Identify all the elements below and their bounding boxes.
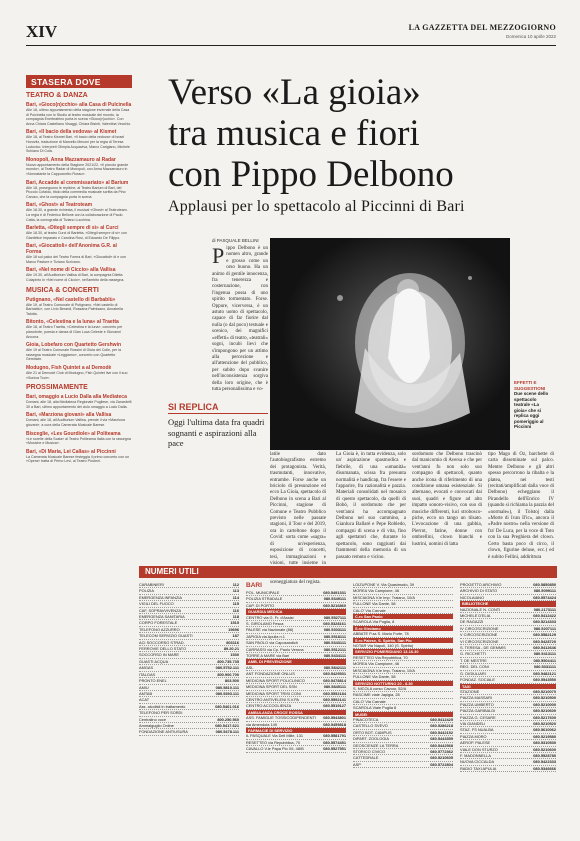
issue-date: Domenica 10 aprile 2022	[505, 34, 556, 39]
entry-label: EMERGENZA INFANZIA	[139, 594, 183, 600]
headline-line: con Pippo Delbono	[168, 154, 454, 195]
table-subheading: FARMACIE DI SERVIZIO	[246, 728, 346, 733]
table-row	[353, 762, 453, 768]
listing-title: Bari, «Giocattoli» dell'Anonima G.R. al Forma	[26, 243, 117, 256]
entry-label: CENTRO ANTIVELENI S.V.PA	[246, 696, 299, 702]
listing-title: Bisceglie, «Les Gourdiole» al Politeama	[26, 430, 121, 437]
entry-number: 080.5207111	[533, 625, 556, 631]
listing-text: Alle 18, al Teatro Kismet Bari, «Il bacio della vedova» di Israel Horovitz, traduzione di Marcello Meconi per la regia di Teresa Ludovico. Interpreti Olimpia Acquaviva, Marco Carigiano, Michele Schiano Di Cola.	[26, 135, 130, 154]
section-heading-upcoming: PROSSIMAMENTE	[26, 384, 88, 392]
table-subheading: AMB. DI PREVENZIONE	[246, 659, 346, 664]
entry-label: LOIZUPONE V. Via Quasimodo, 39	[353, 582, 414, 587]
entry-label: ABBATE P.za S. Mario Forte, 78	[353, 631, 409, 637]
page-number: XIV	[26, 22, 58, 41]
entry-number: 080.5412425	[430, 716, 453, 722]
entry-label: G. DIGIULIARI	[460, 670, 486, 676]
entry-number: 080.5482121	[533, 670, 556, 676]
entry-number: 080.5219580	[533, 733, 556, 739]
listing-text: Alle 18.30, a grande richiesta, il musical «Ghost» al Teatroteam. La regia è di Federico Bellone con la collaborazione di Paolo Catta, la coreografia di Tiziano Lucchina.	[26, 208, 128, 222]
entry-label: DE RAGAZZI	[460, 619, 484, 625]
entry-label: CAVALLO V.le Papa Pio XII, 48/B	[246, 746, 304, 752]
entry-number: 080.5527111	[323, 614, 346, 620]
listings-column	[26, 80, 132, 830]
listing-title: Monopoli, Anna Mazzamauro al Radar	[26, 156, 116, 163]
entry-number: 080.5216860	[323, 602, 346, 608]
entry-number: 118	[232, 614, 239, 620]
listing-text: Domani, alle 18, alla Mediateca Regionale Pugliese, via Zanardelli 30 a Bari, ultimo appuntamento del ciclo omaggio a Lucio Dalla.	[26, 400, 132, 409]
entry-label: ASP	[353, 761, 361, 767]
entry-number: 080.5429531	[323, 671, 346, 677]
entry-number: 080.5491331	[323, 590, 346, 595]
entry-label: F. MADONNELLA	[460, 752, 491, 758]
listing-title: Bari, «Gioco(n)cchio» alla Casa di Pulcinella	[26, 102, 132, 108]
entry-label: MEDICINA SPORT DEL SSN	[246, 684, 297, 690]
section-heading-theatre: TEATRO & DANZA	[26, 92, 88, 99]
entry-label: FULLONE Via Dante, 58	[353, 674, 396, 680]
entry-number: 080.5528780	[533, 752, 556, 758]
entry-number: 800.900.700	[217, 671, 239, 677]
entry-number: 080.5478814	[323, 677, 346, 683]
useful-numbers-banner: NUMERI UTILI	[139, 566, 557, 578]
entry-number: 803116	[226, 639, 239, 645]
entry-label: STAZ. FS NUALBA	[460, 727, 494, 733]
entry-label: AMTAB	[139, 690, 153, 696]
listing-item	[26, 431, 132, 446]
entry-label: MOREA Via Campione, 46	[353, 661, 399, 667]
entry-number: 080.5850850	[533, 582, 556, 587]
caption-text: Due scene dello spettacolo teatrale «La gioia» che si replica oggi pomeriggio al Piccinni	[514, 391, 549, 429]
entry-label: CARRASSI via Cp. Paolo Verona	[246, 646, 304, 652]
listing-text: Domani, alle 18, all'Auditorium Vallisa, prende il via «Marziona giovani», a cura della Camerata Musicale Barese.	[26, 418, 125, 427]
entry-label: Ammalguglio Online	[139, 722, 174, 728]
entry-label: FERROVIE DELLO STATO	[139, 646, 187, 652]
article-text: latile dato l'autobiografismo estremo dei protagonista. Verità, trasmutanti, innovative, entrambe. Forse anche un briciolo di presunzione ed ecco La Gioia, spettacolo di Delbono in scena a Bari al Piccinni, stagione di Comune e Teatro Pubblico previsto nelle passate stagioni, il Tour e del 2019, ora in carteltone dopo il Covid: sorta come «sagra» di un'esperienza, esposizione di concetti, tesi, immaginazioni e visioni, tutte insieme in sceneggiatura del regista.	[270, 452, 326, 586]
pull-quote-heading: SI REPLICA	[168, 402, 268, 414]
entry-number: 080.5442152	[430, 729, 453, 735]
table-subheading: BIBLIOTECHE	[460, 601, 556, 606]
listing-item	[26, 319, 132, 339]
entry-number: 080.5412646	[533, 645, 556, 651]
entry-label: SOCCORSO IN MARE	[139, 652, 179, 658]
listing-item	[26, 180, 132, 200]
section-banner: STASERA DOVE	[26, 75, 132, 88]
entry-label: Centralino voce	[139, 716, 167, 722]
entry-label: TELECOM SERVIZIO GUASTI	[139, 633, 193, 639]
article-column-4	[488, 452, 554, 560]
article-column-3	[412, 452, 482, 560]
listing-item	[26, 129, 132, 153]
listing-text: «Le sorelle della Scala» al Teatro Politeama Italia con la rassegna «Musiche e Musica».	[26, 436, 131, 446]
entry-label: VI CIRCOSCRIZIONE	[460, 638, 499, 644]
entry-label: SCAROLA Via Puglia, 8	[353, 619, 395, 625]
article-column-1b	[270, 452, 326, 586]
entry-number: 080.5504411	[533, 657, 556, 663]
entry-number: 080.5412422	[533, 613, 556, 619]
entry-label: G. RICCHETTI	[460, 651, 486, 657]
listing-item	[26, 243, 132, 264]
entry-label: PIAZZA UMBERTO	[460, 701, 494, 707]
subheadline: Applausi per lo spettacolo al Piccinni di Bari	[168, 198, 465, 215]
entry-number: 080.5592141	[323, 696, 346, 702]
listing-title: Gioia, Lobefaro con Quartetto Gershwin	[26, 342, 122, 349]
entry-label: POL. MUNICIPALE	[246, 590, 280, 595]
entry-number: 080.5428720	[533, 638, 556, 644]
entry-label: POLIZIA	[139, 588, 154, 594]
headline-line: tra musica e fiori	[168, 113, 420, 154]
listing-title: Bari, «Ghost» al Teatroteam	[26, 202, 93, 209]
entry-label: STORICO CIVICO	[353, 748, 386, 754]
entry-number: 080.5459818	[323, 721, 346, 727]
listing-item	[26, 365, 132, 380]
article-text: ippo Delbono è un nomen altro, grande e grosso come un orso buono. Ha un animo di gentile innocenza, fra tenerezza e costernazione, con l'ingenua possa di uno spirito tormentato. Forse. Oppure, vicerversa, è un astuto uomo di spettacolo, capace di far fiorire dal nulla (o dal poco) testuale e scenico, dei magnifici «effetti» di teatro, «teatrali» sogni, incubi lievi che s'impongono per un attimo alla percezione e all'attenzione del pubblico, per subito dopo svanire nell'inconsistenza sorgiva della loro origine, che è tutta personalissima e vo-	[212, 246, 268, 392]
entry-number: 080.5610062	[533, 727, 556, 733]
listing-title: Bari, Accadde al commissariato» al Barium	[26, 179, 129, 186]
pull-quote-text: Oggi l'ultima data fra quadri sognanti e aspirazioni alla pace	[168, 417, 265, 448]
entry-label: S. NICOLA corso Cavour, 52/A	[353, 685, 407, 691]
entry-label: IL PASQUALE Via Dell Mille, 131	[246, 733, 304, 739]
entry-label: NAZIONALE N. CONTI	[460, 606, 501, 612]
entry-label: MICHELE D'ELIA	[460, 613, 491, 619]
entry-label: PIAZZA G. CESARE	[460, 714, 496, 720]
listing-title: Bari, «Marziona giovani» alla Vallisa	[26, 412, 112, 419]
entry-label: FONDAZ. SOCIALE	[460, 677, 496, 683]
entry-label: SCAROLA Viale Puglia 8	[353, 705, 397, 711]
listing-title: Bari, «Nel nome di Ciccio» alla Vallisa	[26, 267, 116, 274]
table-subheading: S.ro Palese, S. Spirito, San Pio	[353, 638, 453, 643]
photo-caption	[514, 380, 550, 430]
entry-number: 080.5722804	[430, 761, 453, 767]
performer-figure-icon	[270, 238, 510, 450]
entry-label: FONDAZIONE ANTIUSURA	[139, 729, 188, 735]
entry-label: ASL	[246, 664, 254, 670]
drop-cap: P	[212, 243, 225, 268]
listing-title: Bitonto, «Celestina e la luna» al Traetta	[26, 319, 119, 326]
entry-label: NUOVA CICCALDA	[460, 759, 495, 765]
entry-number: 080.5461.016	[215, 703, 239, 709]
entry-number: 080.5582129	[533, 632, 556, 638]
listing-title: Putignano, «Nel castello di Barbablù»	[26, 296, 116, 303]
useful-numbers-column-3	[353, 582, 453, 768]
entry-number: 080.5286218	[430, 723, 453, 729]
article-column-1	[212, 243, 268, 398]
entry-label: MISCIAGNA V.le Imp. Traiano, 10/A	[353, 667, 415, 673]
pull-quote	[168, 402, 268, 449]
listing-title: Bari, «Il bacio della vedova» al Kismet	[26, 129, 117, 136]
entry-number: 080.5581791	[323, 733, 346, 739]
entry-label: VIGILI DEL FUOCO	[139, 601, 174, 607]
entry-number: 080.5346666	[533, 765, 556, 771]
listing-item	[26, 342, 132, 362]
listing-item	[26, 157, 132, 177]
entry-number: 080.5434111	[323, 653, 346, 659]
useful-numbers-column-1	[139, 582, 239, 736]
entry-number: 080.5210600	[533, 746, 556, 752]
listing-item	[26, 297, 132, 317]
entry-number: 080.5343111	[323, 640, 346, 646]
entry-label: MEDICINA SPORT TRISI CONI	[246, 690, 301, 696]
entry-number: 080.5543550	[533, 677, 556, 683]
entry-label: PROGETTO ARCHIVIO	[460, 582, 502, 587]
entry-label: DIPART. ZOOLOGIA	[353, 736, 389, 742]
entry-number: 080.5331111	[533, 664, 556, 670]
entry-number: 080.5210070	[533, 688, 556, 694]
entry-number: 112	[232, 582, 239, 587]
entry-label: CARABINIERI	[139, 582, 164, 587]
entry-number: 080.5303111	[323, 627, 346, 633]
listing-text: Alle 19, al Teatro Comunale di Putignano, «Nel castello di Barbablù», con Livio Berardi, Rossana Palmisano, Annabella Talotta.	[26, 302, 123, 316]
entry-label: PINACOTECA	[353, 716, 379, 722]
entry-label: MOREA Via Campione, 46	[353, 588, 399, 594]
entry-number: 080.5752.111	[215, 665, 239, 671]
entry-number: 116	[232, 607, 239, 613]
table-row	[139, 729, 239, 735]
entry-label: EMERGENZA SANITARIA	[139, 614, 185, 620]
entry-label: CASTELLO SVEVO	[353, 723, 388, 729]
entry-number: 115	[232, 601, 239, 607]
entry-label: PIAZZA GARIBALDI	[460, 708, 496, 714]
entry-label: CAP. DI PORTO	[246, 602, 275, 608]
masthead-rule	[26, 45, 556, 46]
entry-label: CALO' Via Carnale	[353, 698, 386, 704]
table-subheading: SERVIZIO NOTTURNO 20 - 8.30	[353, 681, 453, 686]
listing-title: Bari, omaggio a Lucio Dalla alla Mediateca	[26, 394, 127, 401]
section-heading-music: MUSICA & CONCERTI	[26, 286, 99, 294]
entry-label: V CIRCOSCRIZIONE	[460, 632, 498, 638]
entry-number: 080.5217600	[533, 714, 556, 720]
article-text: La Gioia è, in tutta evidenza, solo un' aspirazione spasmodica e fiebrile, di una «umanità» disumanata, scissa fra presunta normalità e handicap, fra l'essere e l'apparire, fra razionalità e pazzia. Materiali consolidati nel mosaico di questo spettacolo, da quelli di Bobò, il sordomuto che per vent'anni ha accompagnato Delbono nel suo cammino, a Gianluca Ballarè e Pepe Robledo, compagni di scena e di vita, fino agli spettatori che, durante lo spettacolo, sono raggiunti dai frammenti della memoria di un passato remoto e vicino.	[336, 452, 406, 560]
entry-label: FULLONE Via Dante, 58	[353, 601, 396, 607]
entry-number: 080.5328161	[323, 621, 346, 627]
headline-line: Verso «La gioia»	[168, 72, 421, 113]
entry-label: SAN PAOLO via Caposandich	[246, 640, 299, 646]
entry-label: PIAZZA MORO	[460, 733, 487, 739]
entry-label: PRONTO ENEL	[139, 678, 167, 684]
entry-number: 080.5442568	[430, 742, 453, 748]
listing-title: Bari, «Di Maria, Lei Callas» al Piccinni	[26, 448, 116, 455]
stage-photo	[270, 238, 510, 450]
city-heading: BARI	[246, 582, 262, 589]
entry-number: 19696	[228, 626, 239, 632]
entry-label: via Amendola 149	[246, 721, 277, 727]
entry-label: TORRE A MARE via Bari	[246, 653, 290, 659]
entry-label: PALESE via Nazionale (86)	[246, 627, 294, 633]
entry-label: MEDICINA SPORT POLICLINICO	[246, 677, 305, 683]
entry-label: IV CIRCOSCRIZIONE	[460, 625, 499, 631]
listing-text: Alle 18, ultimo appuntamento della stagione invernale della Casa di Pulcinella con lo Studio al teatro musicale del mondo, la compagnia Enerteatrino porta in scena «Gioco(n)cchio». Con Anna Chiara Castellano Visaggi, Chiara Bisinti, Valentina Vecchio.	[26, 108, 132, 126]
entry-number: 080.5393.111	[215, 690, 239, 696]
listing-text: Alle 18 sul palco del Teatro Forma di Bari, «Giocattoli» di e con Marco Pastore e Tiziano Scrivano.	[26, 255, 127, 264]
entry-number: 080.5422333	[533, 759, 556, 765]
listing-text: Alle 21 al Demodè Club di Modugno, Fish Quintet live con il suo «Sonica Tour».	[26, 371, 128, 380]
byline: di PASQUALE BELLINI	[212, 238, 259, 243]
entry-label: ITALGAS	[139, 671, 156, 677]
entry-label: CENTRO via G. Fr. d'Assisi	[246, 614, 294, 620]
entry-number: 803.500	[224, 678, 239, 684]
listing-text: Nuovo appuntamento della Stagione 2021/22, «Il piccolo grande mondo», al Teatro Radar di Monopoli, con Anna Mazzamauro in «Nonostante la Cappuccetto Rosso».	[26, 162, 129, 176]
entry-label: CALO' Via Carnale	[353, 607, 386, 613]
entry-label: POLIZIA STRADALE	[246, 596, 283, 602]
entry-number: 080.5210605	[430, 755, 453, 761]
table-subheading: MUSEI	[353, 712, 453, 717]
entry-label: REG. DEL CONI	[460, 664, 489, 670]
entry-label: JAPIGIA via Apulia n.1	[246, 633, 285, 639]
entry-label: T. DE MESTRE	[460, 657, 487, 663]
newspaper-name: LA GAZZETTA DEL MEZZOGIORNO	[408, 23, 556, 32]
table-row	[460, 766, 556, 772]
entry-label: ASS. FAMIGLIE TOSSICODIPENDENTI	[246, 715, 316, 721]
listing-text: Alle 18, al Teatro Traetta, «Celestina e la luna», concerto per pianoforte, poesia e danza di Gian Luca Celeste e Giovanni Ancona.	[26, 325, 123, 339]
listing-item	[26, 202, 132, 222]
listing-text: Alle 19.30, all'Auditorium Vallisa di Bari, la compagnia Diletta Colapinto in «Nel nome di Ciccio», nell'ambito della rassegna.	[26, 273, 125, 283]
entry-number: 080.5519127	[323, 703, 346, 709]
listing-item	[26, 412, 132, 427]
entry-number: 1530	[230, 652, 239, 658]
entry-number: 080.5527551	[323, 746, 346, 752]
entry-number: 080.5210000	[533, 701, 556, 707]
table-subheading: AMBULANZA CROCE ROSSA	[246, 710, 346, 715]
listing-item	[26, 449, 132, 464]
entry-label: S. GIROLAMO Fesca	[246, 621, 284, 627]
entry-label: MISCIAGNA V.le Imp. Traiano, 10/A	[353, 594, 415, 600]
table-row	[246, 746, 346, 752]
entry-label: GEOSCIENZE LA TERRA	[353, 742, 399, 748]
entry-label: RADIO TAXI APULIA	[460, 765, 497, 771]
entry-label: RASCIME viale Japigia, 28	[353, 692, 400, 698]
entry-label: AMIU	[139, 684, 149, 690]
entry-label: S. TERESA - DE GEMMIS	[460, 645, 506, 651]
entry-number: 080.5574451	[323, 739, 346, 745]
entry-label: CAF, SOPRAVVIVENZA	[139, 607, 182, 613]
listing-text: La Camerata Musicale Barese festeggia il primo concerto con un «Opera» tratta di Primo Levi, al Teatro Piccinni.	[26, 454, 130, 464]
article-text: tipo Mago di Oz, barchette di carta disseminate sul palco. Mentre Delbono e gli altri spesso percorrono la ribalta e la platea, nei testi (recitati/amplificati dalla voce di Delbono) echeggiano il Pirandello dell'Enrico IV (quando si richiama la pazzia del «normale»), il Tolstoj dalla «Morte di Ivan Il'ic», ancora il «Padre nostro» nella versione di fra' De Luca, per la voce di Toto con la sua Preghiera del clown. Certo basta poco di circo, il clown, figurine deluse, ecc.) ed è subito Fellini, addirittura	[488, 452, 554, 560]
useful-numbers-column-2	[246, 582, 346, 753]
entry-label: PIAZZA MASSARI	[460, 695, 492, 701]
entry-number: 080.5413111	[533, 651, 556, 657]
entry-number: 080.5417.621	[215, 722, 239, 728]
article-column-2	[336, 452, 406, 560]
entry-number: 080.5214333	[533, 619, 556, 625]
entry-number: 080.5543801	[323, 715, 346, 721]
entry-label: VIALE DON STURZO	[460, 746, 498, 752]
entry-number: 113	[232, 588, 239, 594]
entry-number: 080.5552184	[323, 690, 346, 696]
entry-label: CATTEDRALE	[353, 755, 379, 761]
listing-title: Modugno, Fish Quintet a al Demodè	[26, 365, 112, 371]
entry-number: 080.5099111	[533, 588, 556, 594]
entry-label: CORPO FORESTALE	[139, 620, 178, 626]
entry-label: AEROP. PALESE	[460, 740, 491, 746]
entry-number: 080.5842111	[323, 664, 346, 670]
entry-label: ARCHIVIO DI STATO	[460, 588, 498, 594]
entry-label: NICOLAIANO	[460, 594, 484, 600]
entry-number: 080.5478.111	[215, 729, 239, 735]
entry-number: 080.5574424	[533, 594, 556, 600]
entry-label: AMGAS	[139, 665, 154, 671]
useful-numbers-column-4	[460, 582, 556, 772]
entry-number: 89.20.21	[223, 646, 239, 652]
entry-number: 080.5349111	[323, 596, 346, 602]
entry-number: 1515	[230, 620, 239, 626]
caption-heading: EFFETTI E SUGGESTIONI	[514, 380, 546, 391]
entry-label: ACI SOCCORSO STRAD.	[139, 639, 185, 645]
entry-label: CENTRO ACCOGLIENZA	[246, 703, 292, 709]
table-subheading: TAXI	[460, 684, 556, 689]
entry-label: STAZIONE	[460, 688, 480, 694]
entry-number: 114	[232, 594, 239, 600]
listing-item	[26, 267, 132, 282]
table-subheading: C.ro San Paolo	[353, 614, 453, 619]
entry-number: 080.5810.111	[215, 684, 239, 690]
entry-label: Ass. alcolisti in trattamento	[139, 703, 186, 709]
entry-number: 080.2173111	[533, 606, 556, 612]
listing-item	[26, 394, 132, 409]
entry-label: ORTO BOT. CAMPUS	[353, 729, 392, 735]
listing-item	[26, 225, 132, 240]
entry-label: TELEFONO AZZURRO	[139, 626, 180, 632]
table-subheading: SERVIZIO POMERIDIANO 13-16.30	[353, 649, 453, 654]
entry-number: 080.5772362	[430, 748, 453, 754]
entry-label: GUASTI ACQUA	[139, 658, 169, 664]
table-subheading: GUARDIA MEDICA	[246, 609, 346, 614]
entry-number: 187	[232, 633, 239, 639]
entry-label: TELEFONO PER SORDI	[139, 710, 183, 716]
entry-number: 080.5845111	[323, 684, 346, 690]
table-subheading: S.ro Girolamo	[353, 626, 453, 631]
entry-label: VIA GIANDELI	[460, 720, 486, 726]
entry-label: ANT FONDAZIONE ONLUS	[246, 671, 295, 677]
listing-text: Alle 18, proseguono le repliche, al Teatro Barium di Bari, del Piccolo Cofaldo, titolo della commedia musicale scritta da Pino Caruso, che la compagnia porta in scena.	[26, 185, 126, 199]
entry-number: 080.5518111	[323, 633, 346, 639]
entry-number: 080.5210520	[533, 720, 556, 726]
entry-label: RESETTEO Via Repubblica, 70	[353, 654, 408, 660]
listing-item	[26, 102, 132, 126]
entry-label: RESETTEO via Repubblica, 70	[246, 739, 301, 745]
entry-number: 800.250.560	[217, 716, 239, 722]
entry-number: 080.5443359	[430, 736, 453, 742]
entry-number: 800.735.735	[217, 658, 239, 664]
entry-number: 080.5512111	[323, 646, 346, 652]
listing-title: Barletta, «Ditegli sempre di sì» al Curci	[26, 225, 119, 232]
entry-number: 080.5310530	[533, 740, 556, 746]
entry-label: NOTAR Via Napoli, 140 (S. Spirito)	[353, 643, 414, 649]
listing-text: Alle 19 al Teatro Comunale Rossini di Gioia del Colle, per la rassegna musicale «Leggiamo», concerto con Quartetto Gershwin.	[26, 348, 122, 362]
entry-label: ACAT	[139, 697, 150, 703]
listing-text: Alle 18.30, al teatro Curci di Barletta, «Ditegli sempre di sì» con Gianfelice Imparato e Carolina Rosi, di Eduardo De Filippo.	[26, 231, 127, 240]
entry-number: 080.5210600	[533, 708, 556, 714]
headline	[168, 72, 548, 195]
entry-number: 080.5210500	[533, 695, 556, 701]
article-text: sordomuto che Delbono trascinò dal manicomio di Aversa e che per vent'anni fu non solo suo compagno di spettacoli, quanto anche icona di riferimento di una condizione umana esistenziale. Si alternano, evocati e convocati dai suoi, quadri e figure ad alto impatto sonoro-visivo, con suo di musiche differenti, luci strobosco-piche, ecco un tango un tilsato. L'evocazione di una gabbia, Pierrot, fatine, donne con ombrellini, clown bianchi e lustrini, uomini di latta	[412, 452, 482, 547]
masthead	[26, 22, 556, 46]
